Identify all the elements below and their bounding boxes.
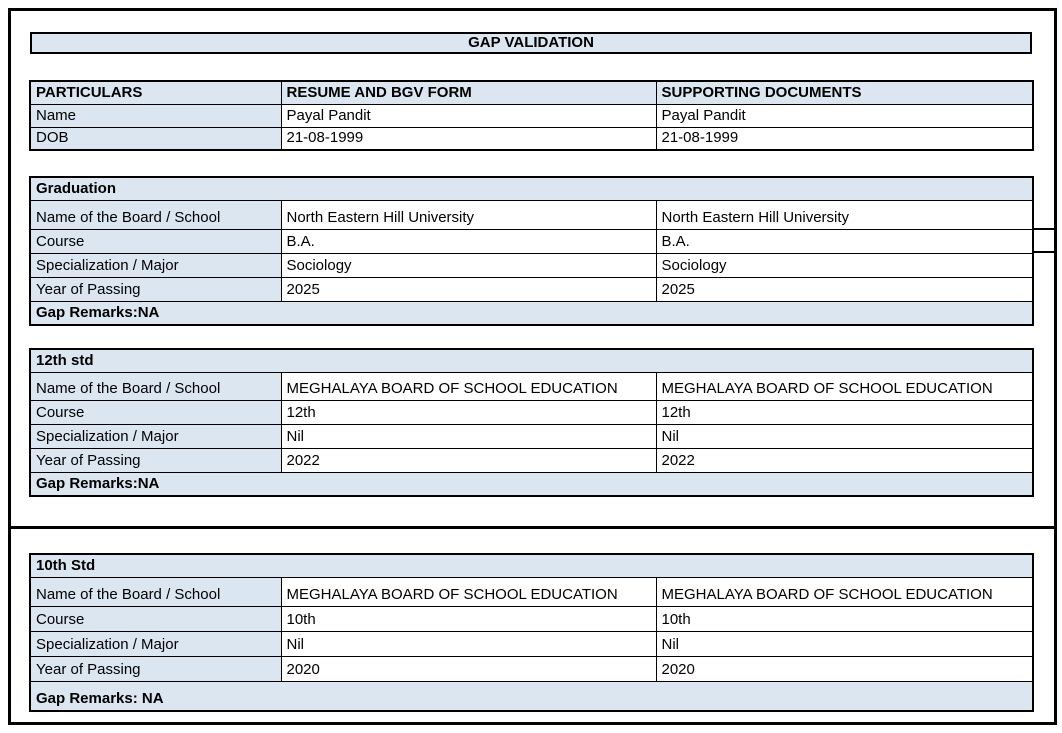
document-title: GAP VALIDATION xyxy=(30,32,1032,54)
table-row-year xyxy=(30,656,1033,681)
table-row-course xyxy=(30,400,1033,424)
supporting-value: 10th xyxy=(656,606,1033,631)
row-label: Course xyxy=(30,229,281,253)
supporting-value: 2022 xyxy=(656,448,1033,472)
table-row-dob xyxy=(30,127,1033,150)
section-title: 12th std xyxy=(30,349,1033,372)
resume-value: Nil xyxy=(281,631,656,656)
row-label: Course xyxy=(30,606,281,631)
supporting-value: Nil xyxy=(656,424,1033,448)
column-header-row xyxy=(30,81,1033,104)
supporting-value: 2025 xyxy=(656,277,1033,301)
section-title-row xyxy=(30,554,1033,577)
gap-remarks-row xyxy=(30,301,1033,325)
table-row-name xyxy=(30,104,1033,127)
supporting-value: Payal Pandit xyxy=(656,104,1033,127)
resume-value: Sociology xyxy=(281,253,656,277)
gap-remarks-row xyxy=(30,681,1033,711)
resume-value: 2020 xyxy=(281,656,656,681)
supporting-value: 2020 xyxy=(656,656,1033,681)
table-row-year xyxy=(30,448,1033,472)
row-label: Specialization / Major xyxy=(30,631,281,656)
table-row-course xyxy=(30,229,1033,253)
supporting-value: 12th xyxy=(656,400,1033,424)
supporting-value: Sociology xyxy=(656,253,1033,277)
section-title: 10th Std xyxy=(30,554,1033,577)
section-title-row xyxy=(30,349,1033,372)
row-label: Name of the Board / School xyxy=(30,200,281,229)
supporting-value: MEGHALAYA BOARD OF SCHOOL EDUCATION xyxy=(656,372,1033,400)
resume-value: Nil xyxy=(281,424,656,448)
supporting-value: North Eastern Hill University xyxy=(656,200,1033,229)
stray-cell-border xyxy=(1032,228,1057,253)
supporting-value: B.A. xyxy=(656,229,1033,253)
gap-remarks: Gap Remarks:NA xyxy=(30,301,1033,325)
supporting-value: MEGHALAYA BOARD OF SCHOOL EDUCATION xyxy=(656,577,1033,606)
resume-value: 21-08-1999 xyxy=(281,127,656,150)
gap-remarks: Gap Remarks:NA xyxy=(30,472,1033,496)
resume-value: 2025 xyxy=(281,277,656,301)
resume-value: Payal Pandit xyxy=(281,104,656,127)
resume-value: MEGHALAYA BOARD OF SCHOOL EDUCATION xyxy=(281,372,656,400)
row-label: Specialization / Major xyxy=(30,424,281,448)
column-header-supporting: SUPPORTING DOCUMENTS xyxy=(656,81,1033,104)
gap-remarks: Gap Remarks: NA xyxy=(30,681,1033,711)
section-title-row xyxy=(30,177,1033,200)
page-break-line xyxy=(8,526,1057,529)
row-label: Name of the Board / School xyxy=(30,577,281,606)
table-row-course xyxy=(30,606,1033,631)
gap-remarks-row xyxy=(30,472,1033,496)
column-header-particulars: PARTICULARS xyxy=(30,81,281,104)
resume-value: 2022 xyxy=(281,448,656,472)
row-label: Year of Passing xyxy=(30,448,281,472)
row-label: Year of Passing xyxy=(30,277,281,301)
table-row-board xyxy=(30,372,1033,400)
twelfth-std-table xyxy=(29,348,1034,497)
table-row-specialization xyxy=(30,631,1033,656)
particulars-table xyxy=(29,80,1034,151)
table-row-board xyxy=(30,200,1033,229)
table-row-specialization xyxy=(30,424,1033,448)
tenth-std-table xyxy=(29,553,1034,712)
supporting-value: Nil xyxy=(656,631,1033,656)
row-label: Course xyxy=(30,400,281,424)
resume-value: MEGHALAYA BOARD OF SCHOOL EDUCATION xyxy=(281,577,656,606)
table-row-year xyxy=(30,277,1033,301)
resume-value: 10th xyxy=(281,606,656,631)
resume-value: B.A. xyxy=(281,229,656,253)
resume-value: North Eastern Hill University xyxy=(281,200,656,229)
resume-value: 12th xyxy=(281,400,656,424)
row-label: Name of the Board / School xyxy=(30,372,281,400)
column-header-resume: RESUME AND BGV FORM xyxy=(281,81,656,104)
section-title: Graduation xyxy=(30,177,1033,200)
row-label: Name xyxy=(30,104,281,127)
row-label: Specialization / Major xyxy=(30,253,281,277)
row-label: DOB xyxy=(30,127,281,150)
table-row-board xyxy=(30,577,1033,606)
row-label: Year of Passing xyxy=(30,656,281,681)
supporting-value: 21-08-1999 xyxy=(656,127,1033,150)
table-row-specialization xyxy=(30,253,1033,277)
graduation-table xyxy=(29,176,1034,326)
